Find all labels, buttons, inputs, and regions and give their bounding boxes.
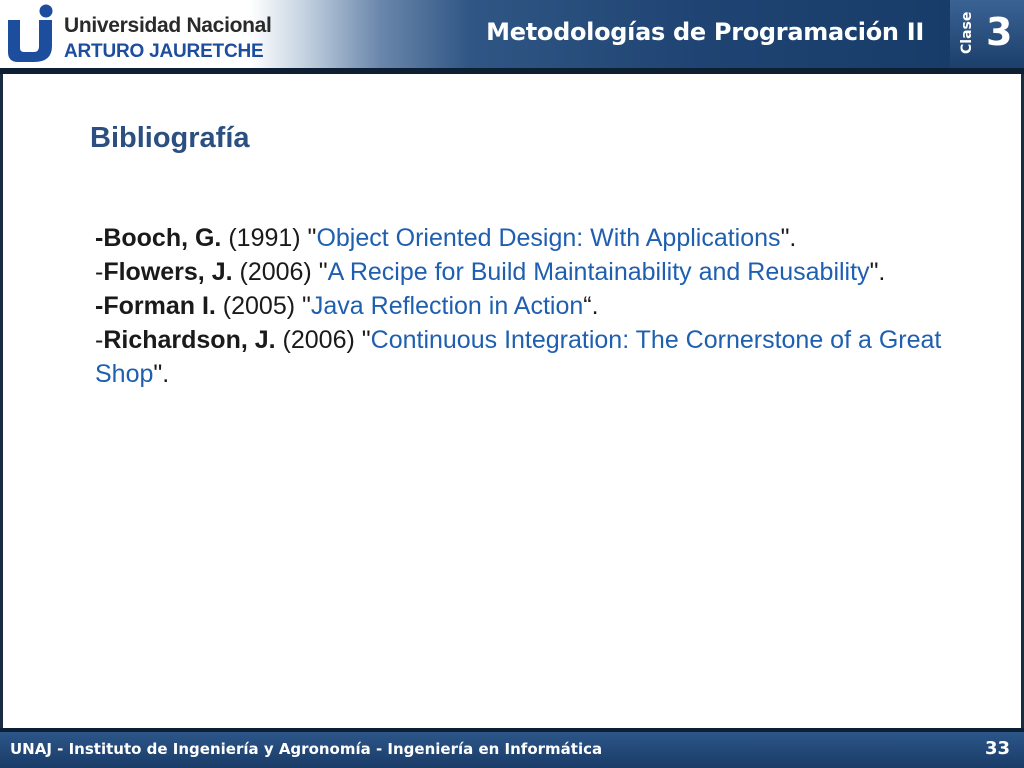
- bibliography-entry: [95, 289, 975, 323]
- entry-author: Forman I.: [103, 292, 216, 320]
- bibliography-list: [95, 221, 975, 391]
- page-number: 33: [984, 738, 1010, 759]
- header-divider: [0, 68, 1024, 74]
- bibliography-entry: [95, 221, 975, 255]
- entry-prefix: -: [95, 326, 104, 354]
- entry-suffix: ".: [153, 360, 170, 388]
- clase-label: Clase: [959, 11, 975, 55]
- entry-suffix: ".: [869, 258, 886, 286]
- entry-prefix: -: [95, 224, 104, 252]
- bibliography-entry: [95, 323, 975, 391]
- entry-work: Continuous Integration: The Cornerstone of a Great Shop: [95, 326, 942, 388]
- entry-work: Object Oriented Design: With Applications: [316, 224, 781, 252]
- entry-author: Flowers, J.: [103, 258, 233, 286]
- university-logo: [6, 2, 272, 66]
- course-title: Metodologías de Programación II: [486, 18, 924, 46]
- entry-year: (2006) ": [232, 258, 328, 286]
- entry-year: (2005) ": [215, 292, 311, 320]
- entry-prefix: -: [95, 292, 104, 320]
- logo-line-1: Universidad Nacional: [64, 14, 272, 37]
- entry-work: Java Reflection in Action: [310, 292, 584, 320]
- logo-line-2: ARTURO JAURETCHE: [64, 41, 264, 62]
- entry-suffix: “.: [583, 292, 599, 320]
- entry-year: (2006) ": [275, 326, 371, 354]
- slide-title: Bibliografía: [90, 122, 250, 154]
- entry-year: (1991) ": [221, 224, 317, 252]
- entry-author: Booch, G.: [103, 224, 222, 252]
- entry-work: A Recipe for Build Maintainability and Reusability: [327, 258, 870, 286]
- slide-header: [0, 0, 1024, 70]
- unaj-logo-icon: [6, 2, 58, 66]
- frame-left-border: [0, 74, 3, 728]
- clase-number: 3: [986, 10, 1013, 54]
- entry-author: Richardson, J.: [103, 326, 276, 354]
- slide-footer: [0, 732, 1024, 768]
- footer-institution: UNAJ - Instituto de Ingeniería y Agronomía - Ingeniería en Informática: [10, 740, 603, 758]
- entry-suffix: ".: [780, 224, 797, 252]
- entry-prefix: -: [95, 258, 104, 286]
- bibliography-entry: [95, 255, 975, 289]
